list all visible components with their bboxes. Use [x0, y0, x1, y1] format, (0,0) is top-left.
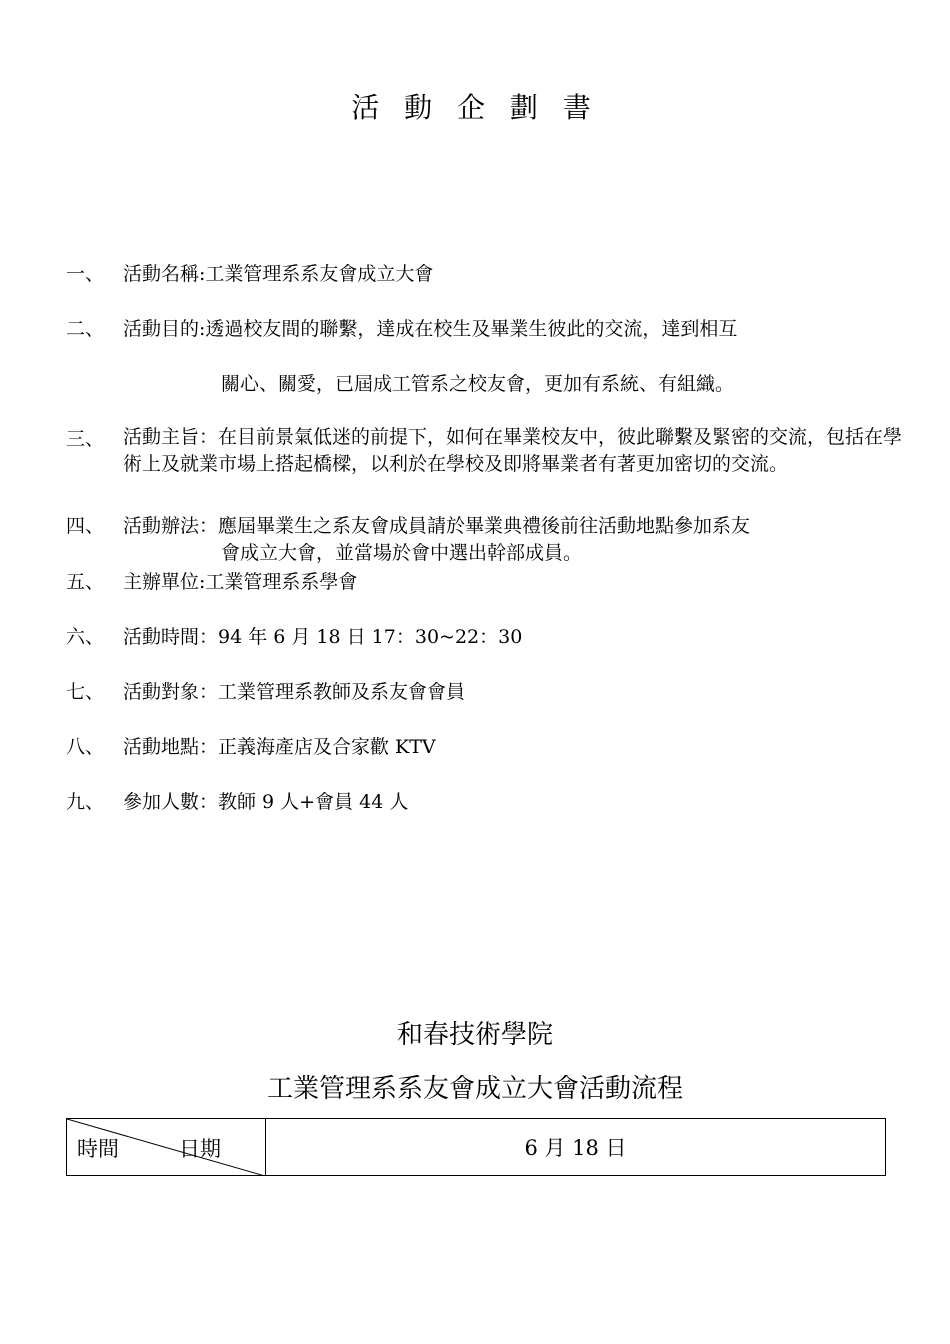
table-row [67, 1119, 886, 1176]
header-time-label: 時間 [77, 1137, 119, 1161]
item-number: 一、 [66, 263, 105, 285]
item-number: 二、 [66, 318, 105, 340]
school-name: 和春技術學院 [396, 1020, 553, 1050]
item-text: 主辦單位:工業管理系系學會 [123, 571, 358, 593]
flow-title: 工業管理系系友會成立大會活動流程 [266, 1074, 683, 1104]
item-number: 四、 [66, 515, 105, 537]
item-text: 活動目的:透過校友間的聯繫，達成在校生及畢業生彼此的交流，達到相互 [123, 318, 738, 340]
item-number: 六、 [66, 626, 105, 648]
date-cell: 6 月 18 日 [266, 1119, 886, 1176]
header-diagonal-cell [67, 1119, 266, 1176]
item-number: 九、 [66, 791, 105, 813]
item-text: 活動辦法：應屆畢業生之系友會成員請於畢業典禮後前往活動地點參加系友 [123, 515, 751, 537]
item-number: 八、 [66, 736, 105, 758]
item-number: 三、 [66, 428, 105, 450]
item-text: 活動對象：工業管理系教師及系友會會員 [123, 681, 466, 703]
item-continuation: 會成立大會，並當場於會中選出幹部成員。 [221, 542, 583, 564]
item-text: 參加人數：教師 9 人+會員 44 人 [123, 791, 409, 813]
item-text: 活動名稱:工業管理系系友會成立大會 [123, 263, 434, 285]
item-text: 活動主旨：在目前景氣低迷的前提下，如何在畢業校友中，彼此聯繫及緊密的交流，包括在學術上及就業市場上搭起橋樑，以利於在學校及即將畢業者有著更加密切的交流。 [123, 426, 903, 475]
item-number: 七、 [66, 681, 105, 703]
item-text: 活動地點：正義海產店及合家歡 KTV [123, 736, 436, 758]
document-title: 活 動 企 劃 書 [351, 91, 599, 124]
item-number: 五、 [66, 571, 105, 593]
header-date-label: 日期 [179, 1137, 221, 1161]
item-text: 活動時間：94 年 6 月 18 日 17：30~22：30 [123, 626, 523, 648]
item-continuation: 關心、關愛，已屆成工管系之校友會，更加有系統、有組織。 [221, 373, 735, 395]
schedule-table [66, 1118, 886, 1176]
